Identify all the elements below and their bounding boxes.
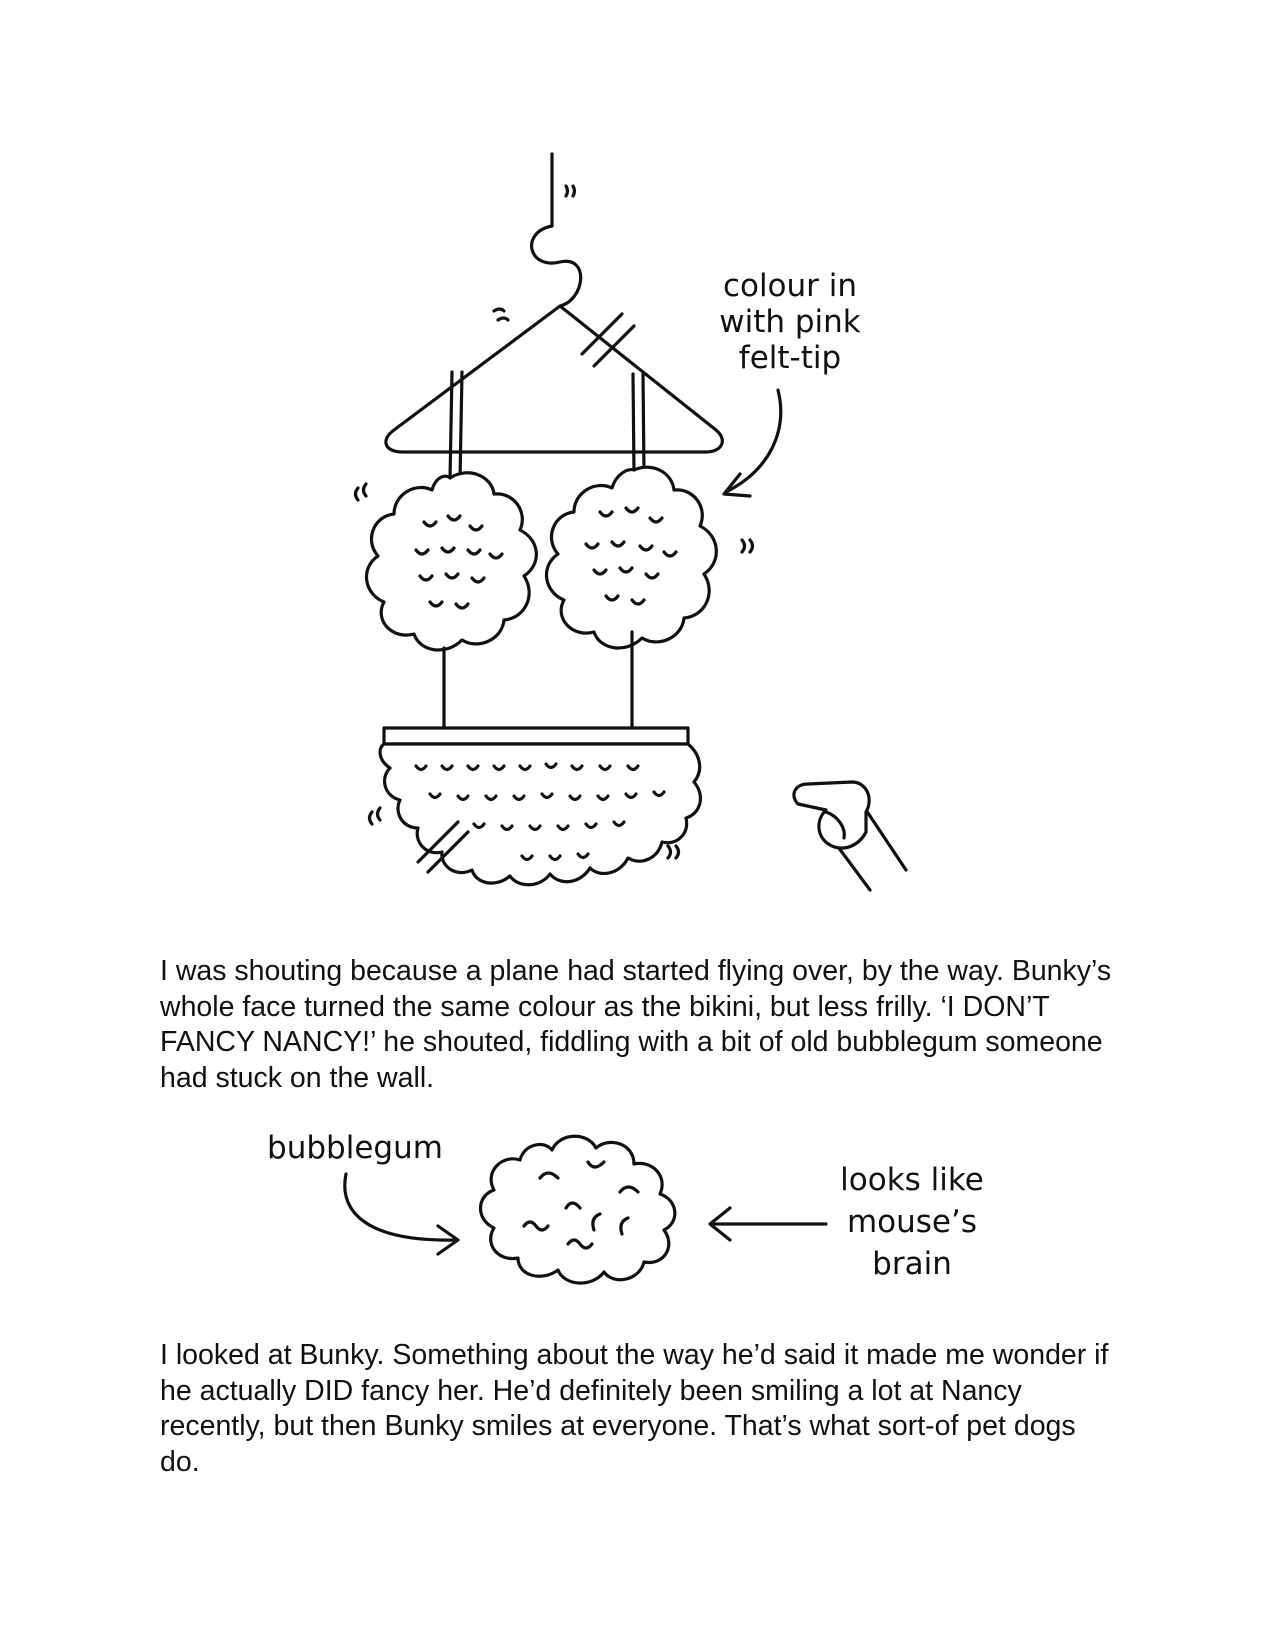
bubblegum-label: bubblegum [267, 1130, 443, 1166]
bikini-left-cup [356, 473, 537, 650]
bikini-right-cup [547, 467, 753, 648]
bubblegum-arrow-icon [345, 1174, 458, 1254]
bikini-bottoms [370, 728, 701, 885]
mouse-brain-label-line-3: brain [872, 1246, 952, 1282]
paragraph-1: I was shouting because a plane had started flying over, by the way. Bunky’s whole face turned the same colour as the bikini, but less frilly. ‘I DON’T FANCY NANCY!’ he shouted, fiddling with a bit of old bubblegum someone had stuck on the wall. [160, 955, 1112, 1094]
bikini-side-strings [444, 632, 632, 728]
bikini-straps [450, 372, 644, 480]
bubblegum-illustration [0, 1100, 1275, 1310]
annotation-line-3: felt-tip [738, 340, 842, 376]
mouse-brain-arrow-icon [710, 1208, 826, 1240]
bubblegum-blob-icon [481, 1136, 675, 1283]
annotation-line-1: colour in [722, 268, 858, 304]
hanger-icon [386, 154, 722, 452]
mouse-brain-label-line-1: looks like [840, 1162, 984, 1198]
mouse-brain-label-line-2: mouse’s [846, 1204, 978, 1240]
annotation-line-2: with pink [719, 304, 861, 340]
paragraph-2: I looked at Bunky. Something about the way he’d said it made me wonder if he actually DID fancy her. He’d definitely been smiling a lot at Nancy recently, but then Bunky smiles at everyone. That’s what sort-of pet dogs do. [160, 1339, 1109, 1478]
annotation-arrow-icon [724, 390, 781, 496]
pointing-hand-icon [794, 782, 906, 890]
